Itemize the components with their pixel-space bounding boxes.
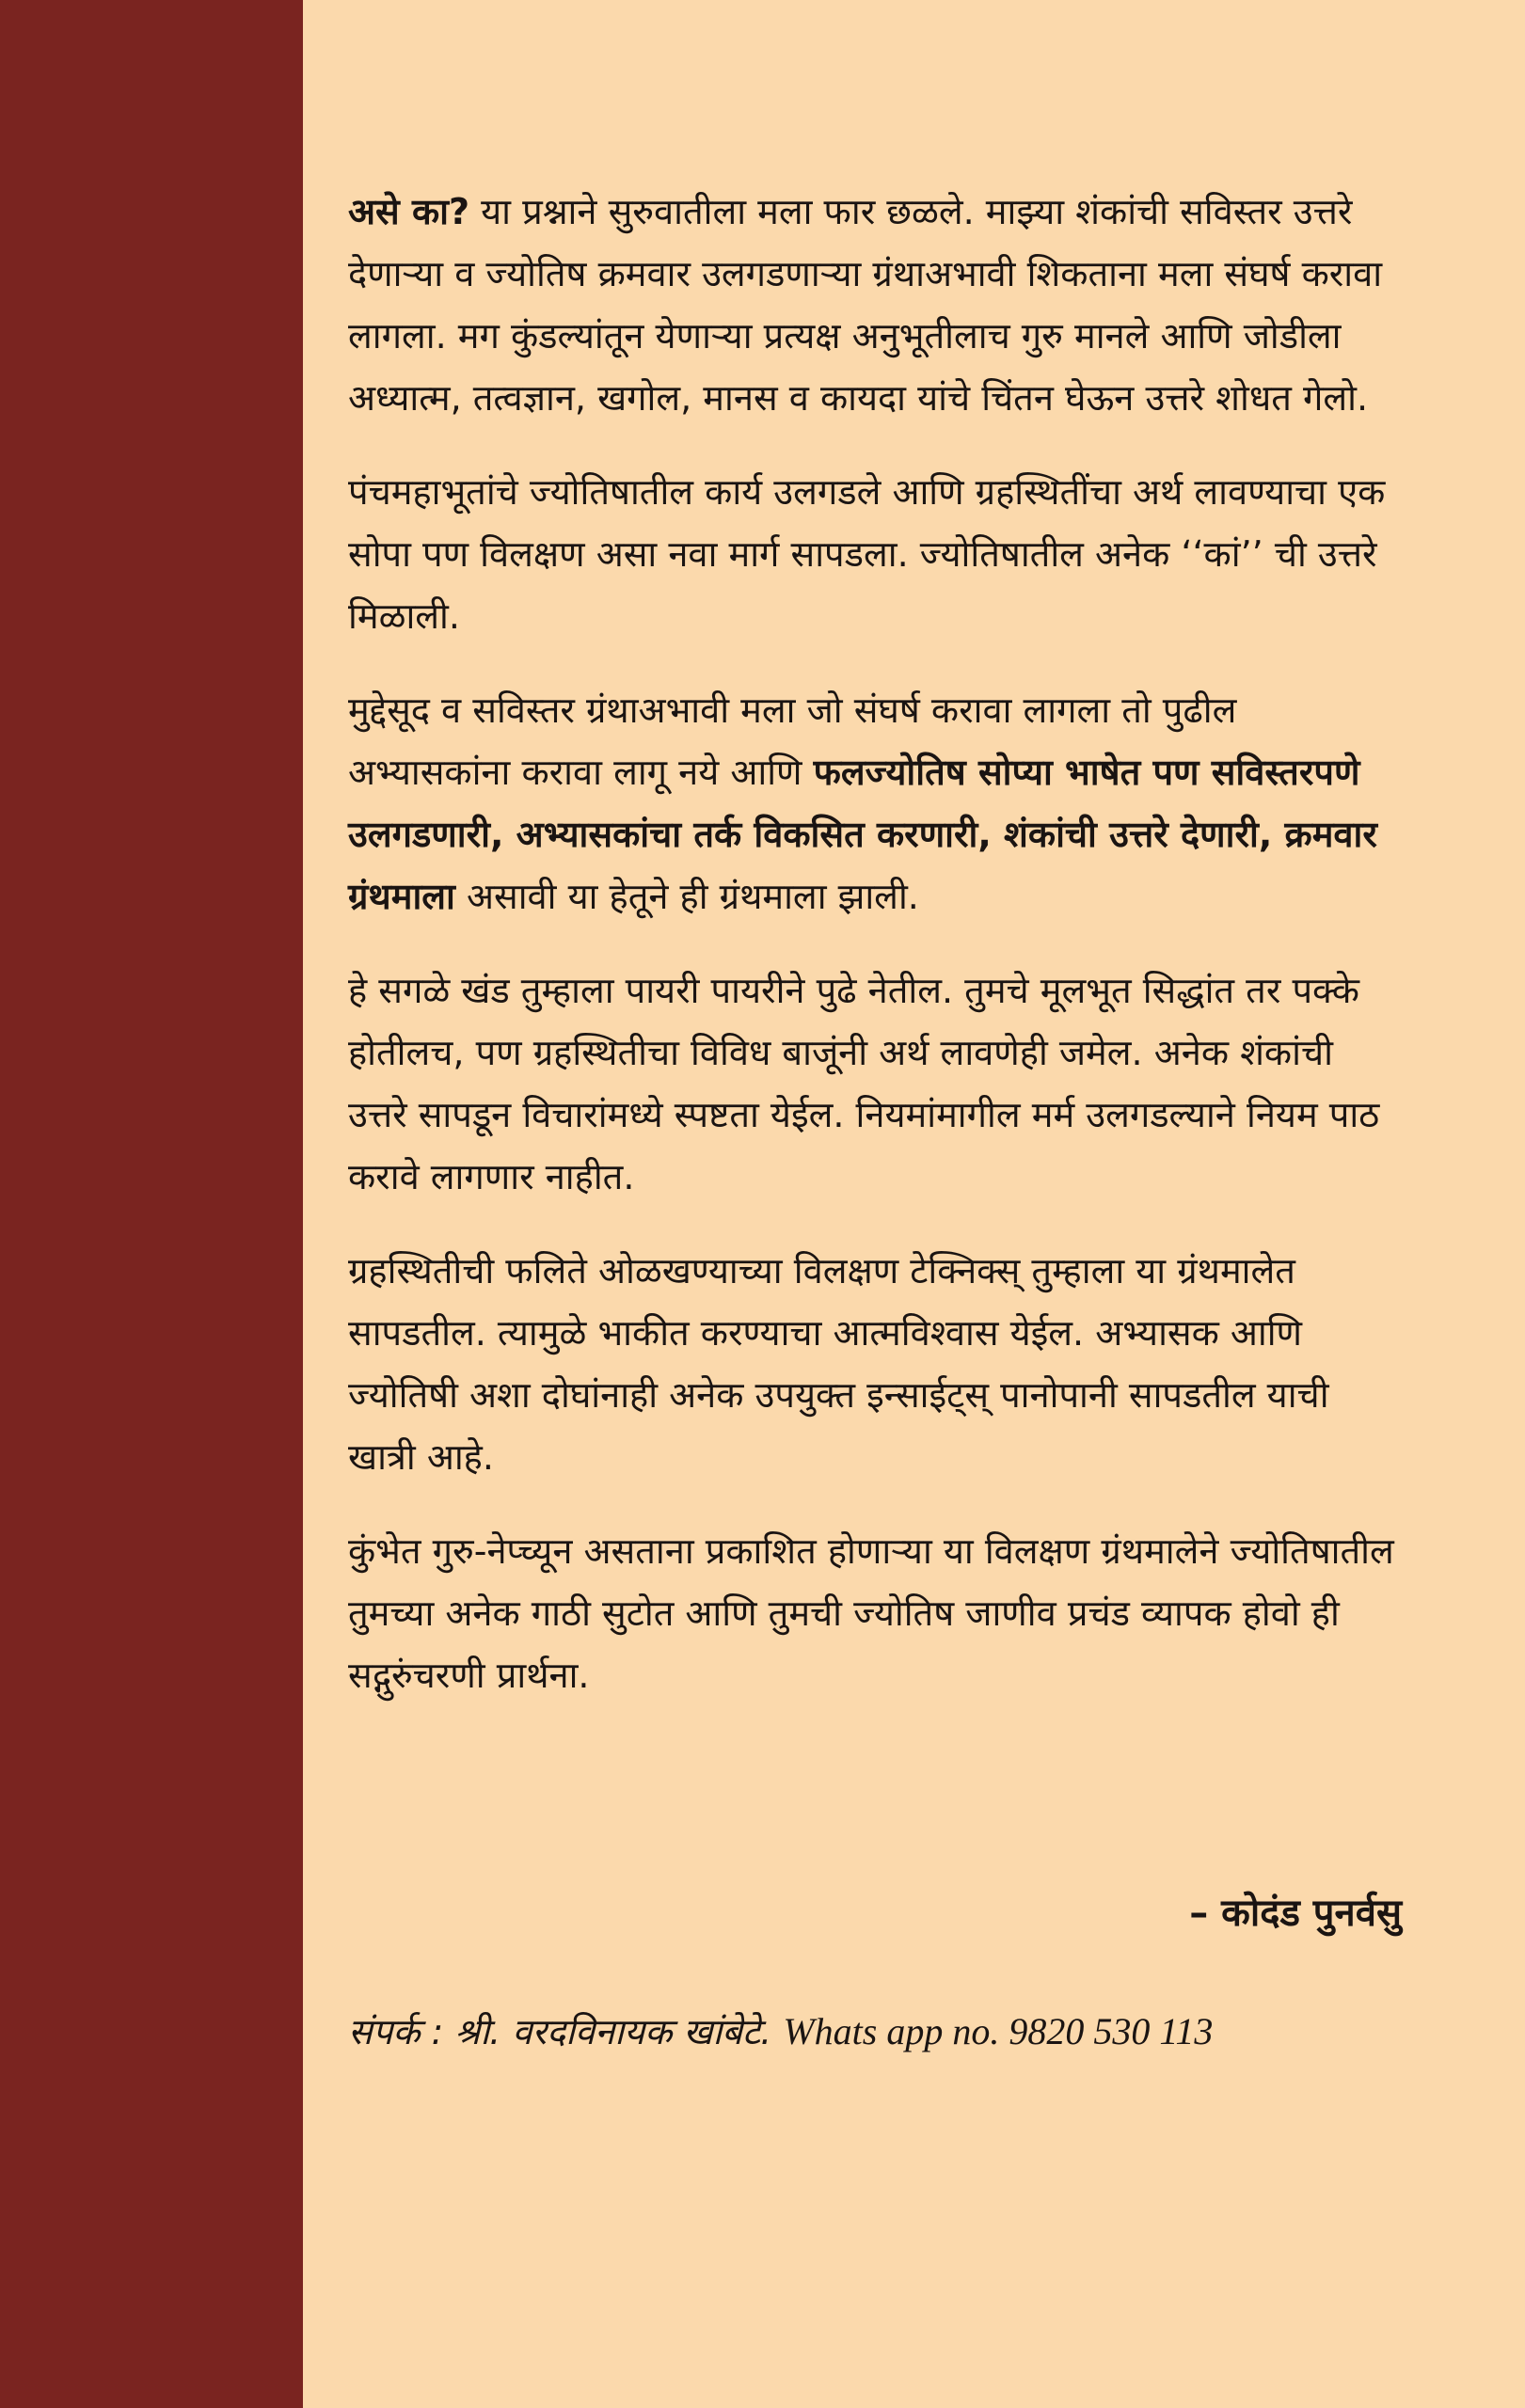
paragraph-4: हे सगळे खंड तुम्हाला पायरी पायरीने पुढे नेतील. तुमचे मूलभूत सिद्धांत तर पक्के होतीलच, पण ग्रहस्थितीचा विविध बाजूंनी अर्थ लावणेही जमेल. अनेक शंकांची उत्तरे सापडून विचारांमध्ये स्पष्टता येईल. नियमांमागील मर्म उलगडल्याने नियम पाठ करावे लागणार नाहीत.: [348, 970, 1380, 1197]
paragraph-1-bold-lead: असे का?: [348, 191, 470, 232]
back-cover-text: [348, 181, 1402, 1738]
whatsapp-number: Whats app no. 9820 530 113: [783, 2010, 1214, 2052]
paragraph-5: ग्रहस्थितीची फलिते ओळखण्याच्या विलक्षण टेक्निक्स् तुम्हाला या ग्रंथमालेत सापडतील. त्यामुळे भाकीत करण्याचा आत्मविश्वास येईल. अभ्यासक आणि ज्योतिषी अशा दोघांनाही अनेक उपयुक्त इन्साईट्स् पानोपानी सापडतील याची खात्री आहे.: [348, 1250, 1329, 1478]
paragraph-2: पंचमहाभूतांचे ज्योतिषातील कार्य उलगडले आणि ग्रहस्थितींचा अर्थ लावण्याचा एक सोपा पण विलक्षण असा नवा मार्ग सापडला. ज्योतिषातील अनेक ‘‘कां’’ ची उत्तरे मिळाली.: [348, 471, 1386, 637]
paragraph-3-text-after: असावी या हेतूने ही ग्रंथमाला झाली.: [454, 876, 919, 917]
paragraph-3-bold: फलज्योतिष सोप्या भाषेत पण सविस्तरपणे उलगडणारी, अभ्यासकांचा तर्क विकसित करणारी, शंकांची उत्तरे देणारी, क्रमवार ग्रंथमाला: [348, 752, 1377, 917]
contact-line: [348, 2004, 1439, 2060]
paragraph-3-text-before: मुद्देसूद व सविस्तर ग्रंथाअभावी मला जो संघर्ष करावा लागला तो पुढील अभ्यासकांना करावा लागू नये आणि: [348, 689, 1237, 793]
paragraph-6: कुंभेत गुरु-नेप्च्यून असताना प्रकाशित होणाऱ्या या विलक्षण ग्रंथमालेने ज्योतिषातील तुमच्या अनेक गाठी सुटोत आणि तुमची ज्योतिष जाणीव प्रचंड व्यापक होवो ही सद्गुरुंचरणी प्रार्थना.: [348, 1530, 1394, 1696]
cover-spine-band: [0, 0, 303, 2408]
contact-label: संपर्क : श्री. वरदविनायक खांबेटे.: [348, 2011, 772, 2052]
paragraph-1-text: या प्रश्नाने सुरुवातीला मला फार छळले. माझ्या शंकांची सविस्तर उत्तरे देणाऱ्या व ज्योतिष क्रमवार उलगडणाऱ्या ग्रंथाअभावी शिकताना मला संघर्ष करावा लागला. मग कुंडल्यांतून येणाऱ्या प्रत्यक्ष अनुभूतीलाच गुरु मानले आणि जोडीला अध्यात्म, तत्वज्ञान, खगोल, मानस व कायदा यांचे चिंतन घेऊन उत्तरे शोधत गेलो.: [348, 191, 1383, 419]
paragraph-1: [348, 181, 1402, 429]
author-signature: – कोदंड पुनर्वसु: [1189, 1892, 1402, 1935]
paragraph-3: [348, 679, 1402, 927]
